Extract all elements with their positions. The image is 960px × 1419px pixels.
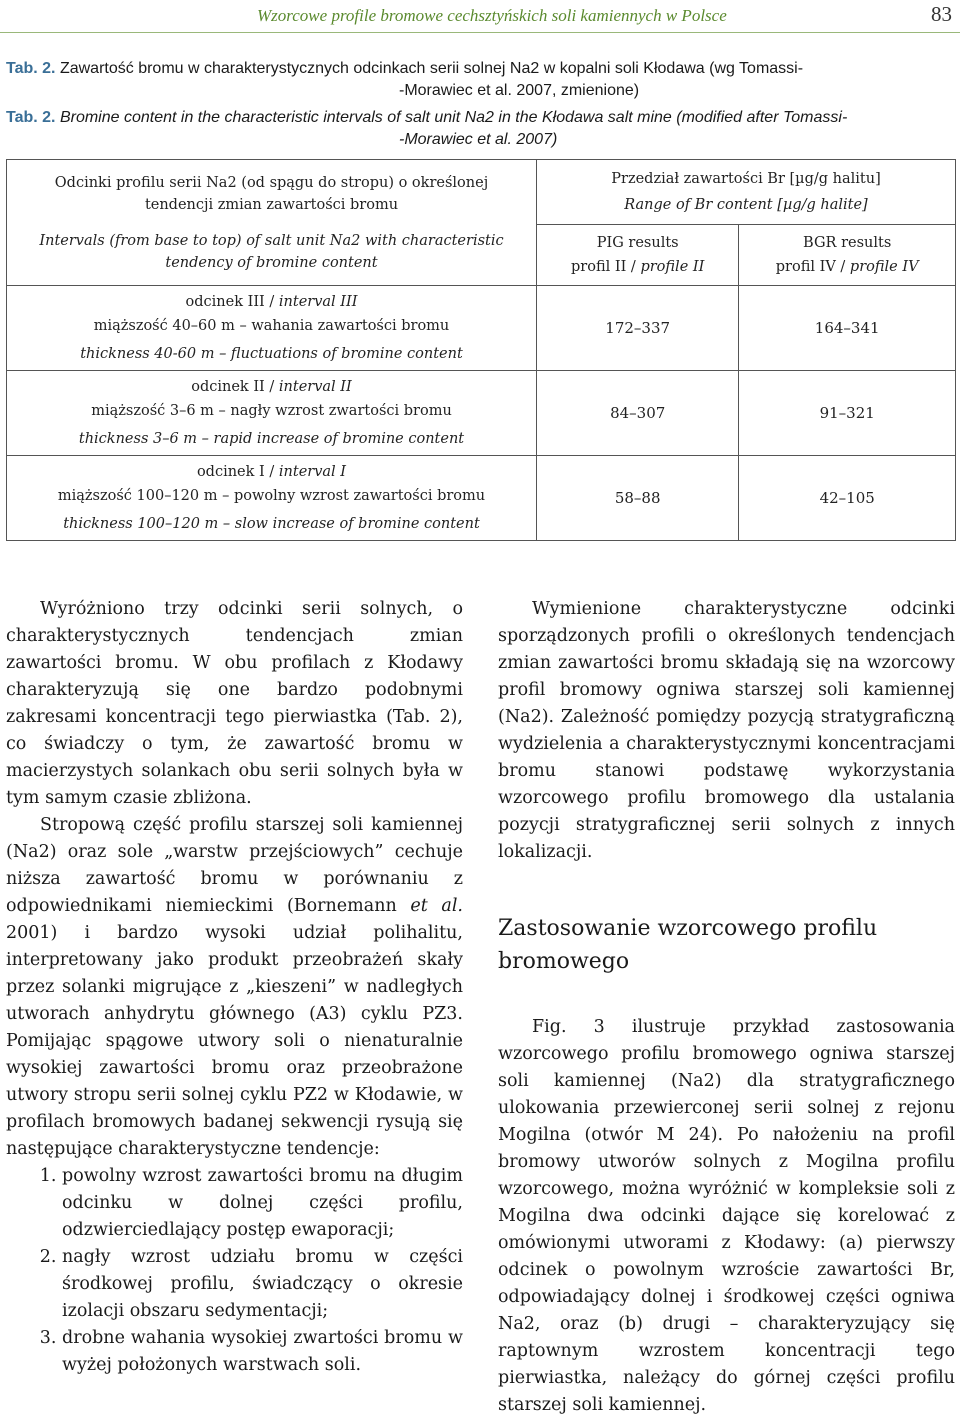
interval-desc-en: thickness 3–6 m – rapid increase of bromine content xyxy=(78,431,465,447)
intervals-header-cell xyxy=(7,160,537,286)
intervals-header-pl: Odcinki profilu serii Na2 (od spągu do stropu) o określonej tendencji zmian zawartości bromu xyxy=(54,174,489,213)
bgr-label: BGR results xyxy=(803,235,892,251)
bgr-header-cell xyxy=(739,225,956,286)
bgr-profile-pl: profil IV xyxy=(775,259,836,275)
pig-profile-pl: profil II xyxy=(571,259,627,275)
interval-cell xyxy=(7,371,537,456)
separator: / xyxy=(264,294,279,310)
separator: / xyxy=(264,379,279,395)
pig-profile-en: profile II xyxy=(640,259,705,275)
table-row xyxy=(7,456,956,541)
header-rule xyxy=(0,32,960,33)
table-caption-english xyxy=(6,107,956,151)
right-column xyxy=(498,596,955,1419)
paragraph xyxy=(6,812,463,1163)
bgr-value: 164–341 xyxy=(739,286,956,371)
interval-cell xyxy=(7,456,537,541)
pig-header-cell xyxy=(537,225,739,286)
pig-label: PIG results xyxy=(596,235,679,251)
running-header xyxy=(0,4,960,26)
paragraph-text: Stropową część profilu starszej soli kamiennej (Na2) oraz sole „warstw przejściowych” cechuje niższa zawartość bromu w porównaniu z odpowiednikami niemieckimi (Bornemann xyxy=(6,815,463,916)
bromine-table xyxy=(6,159,956,541)
separator: / xyxy=(626,259,641,275)
list-item: 2. nagły wzrost udziału bromu w części środkowej profilu, świadczący o okresie izolacji obszaru sedymentacji; xyxy=(62,1244,463,1325)
interval-name-pl: odcinek III xyxy=(185,294,265,310)
table-row xyxy=(7,286,956,371)
interval-name-pl: odcinek I xyxy=(196,464,265,480)
pig-value: 84–307 xyxy=(537,371,739,456)
range-header-cell xyxy=(537,160,956,225)
section-title: Zastosowanie wzorcowego profilu bromowego xyxy=(498,916,878,974)
interval-name-pl: odcinek II xyxy=(191,379,265,395)
bgr-value: 42–105 xyxy=(739,456,956,541)
list-item: 1. powolny wzrost zawartości bromu na długim odcinku w dolnej części profilu, odzwierciedlający postęp ewaporacji; xyxy=(62,1163,463,1244)
paragraph: Fig. 3 ilustruje przykład zastosowania wzorcowego profilu bromowego ogniwa starszej soli kamiennej (Na2) dla stratygraficznego ulokowania przewierconej serii solnej z rejonu Mogilna (otwór M 24). Po nałożeniu na profil bromowy utworów solnych z Mogilna profilu wzorcowego, można wyróżnić w kompleksie soli z Mogilna dwa odcinki dające się korelować z omówionymi utworami z Kłodawy: (a) pierwszy odcinek o powolnym wzroście zawartości Br, odpowiadający dolnej i środkowej części ogniwa Na2, oraz (b) drugi – charakteryzujący się raptownym wzrostem koncentracji tego pierwiastka, należący do górnej części profilu starszej soli kamiennej. xyxy=(498,1017,955,1415)
interval-cell xyxy=(7,286,537,371)
bgr-profile-en: profile IV xyxy=(849,259,919,275)
table-caption-polish xyxy=(6,58,956,102)
page-number: 83 xyxy=(931,2,952,26)
list-item: 3. drobne wahania wysokiej zwartości bromu w wyżej położonych warstwach soli. xyxy=(62,1325,463,1379)
left-column xyxy=(6,596,463,1379)
bgr-value: 91–321 xyxy=(739,371,956,456)
caption-text: Bromine content in the characteristic intervals of salt unit Na2 in the Kłodawa salt mine (modified after Tomassi- xyxy=(59,109,848,126)
paragraph: Wyróżniono trzy odcinki serii solnych, o charakterystycznych tendencjach zmian zawartości bromu. W obu profilach z Kłodawy charakteryzują się one bardzo podobnymi zakresami koncentracji tego pierwiastka (Tab. 2), co świadczy o tym, że zawartość bromu w macierzystych solankach obu serii solnych była w tym samym czasie zbliżona. xyxy=(6,599,463,808)
pig-value: 172–337 xyxy=(537,286,739,371)
table-row xyxy=(7,371,956,456)
interval-desc-pl: miąższość 100–120 m – powolny wzrost zawartości bromu xyxy=(57,488,486,504)
tendency-list xyxy=(6,1163,463,1379)
caption-text-continued: -Morawiec et al. 2007, zmienione) xyxy=(399,82,640,99)
caption-text: Zawartość bromu w charakterystycznych odcinkach serii solnej Na2 w kopalni soli Kłodawa (wg Tomassi- xyxy=(59,60,804,77)
range-header-en: Range of Br content [µg/g halite] xyxy=(624,197,868,213)
interval-name-en: interval II xyxy=(278,379,352,395)
caption-label: Tab. 2. xyxy=(6,109,56,126)
interval-desc-en: thickness 100–120 m – slow increase of bromine content xyxy=(63,516,480,532)
caption-text-continued: -Morawiec et al. 2007) xyxy=(399,131,558,148)
caption-label: Tab. 2. xyxy=(6,60,56,77)
pig-value: 58–88 xyxy=(537,456,739,541)
intervals-header-en: Intervals (from base to top) of salt unit Na2 with characteristic tendency of bromine content xyxy=(39,232,504,271)
interval-desc-en: thickness 40-60 m – fluctuations of bromine content xyxy=(80,346,463,362)
separator: / xyxy=(264,464,279,480)
interval-desc-pl: miąższość 40–60 m – wahania zawartości bromu xyxy=(93,318,450,334)
interval-name-en: interval III xyxy=(278,294,358,310)
citation-etal: et al. xyxy=(410,896,463,916)
interval-desc-pl: miąższość 3–6 m – nagły wzrost zwartości bromu xyxy=(91,403,452,419)
paragraph-text: 2001) i bardzo wysoki udział polihalitu, interpretowany jako produkt przeobrażeń skały przez solanki migrujące z „kieszeni” w nadległych utworach anhydrytu głównego (A3) cyklu PZ3. Pomijając spągowe utwory soli o nienaturalnie wysokiej zawartości bromu oraz przeobrażone utwory stropu serii solnej cyklu PZ2 w Kłodawie, w profilach bromowych badanej sekwencji rysują się następujące charakterystyczne tendencje: xyxy=(6,923,463,1159)
paragraph: Wymienione charakterystyczne odcinki sporządzonych profili o określonych tendencjach zmian zawartości bromu składają się na wzorcowy profil bromowy ogniwa starszej soli kamiennej (Na2). Zależność pomiędzy pozycją stratygraficzną wydzielenia a charakterystycznymi koncentracjami bromu stanowi podstawę wykorzystania wzorcowego profilu bromowego dla ustalania pozycji stratygraficznej serii solnych z innych lokalizacji. xyxy=(498,599,955,862)
running-title: Wzorcowe profile bromowe cechsztyńskich soli kamiennych w Polsce xyxy=(257,6,727,25)
range-header-pl: Przedział zawartości Br [µg/g halitu] xyxy=(611,171,881,187)
interval-name-en: interval I xyxy=(278,464,347,480)
separator: / xyxy=(835,259,850,275)
